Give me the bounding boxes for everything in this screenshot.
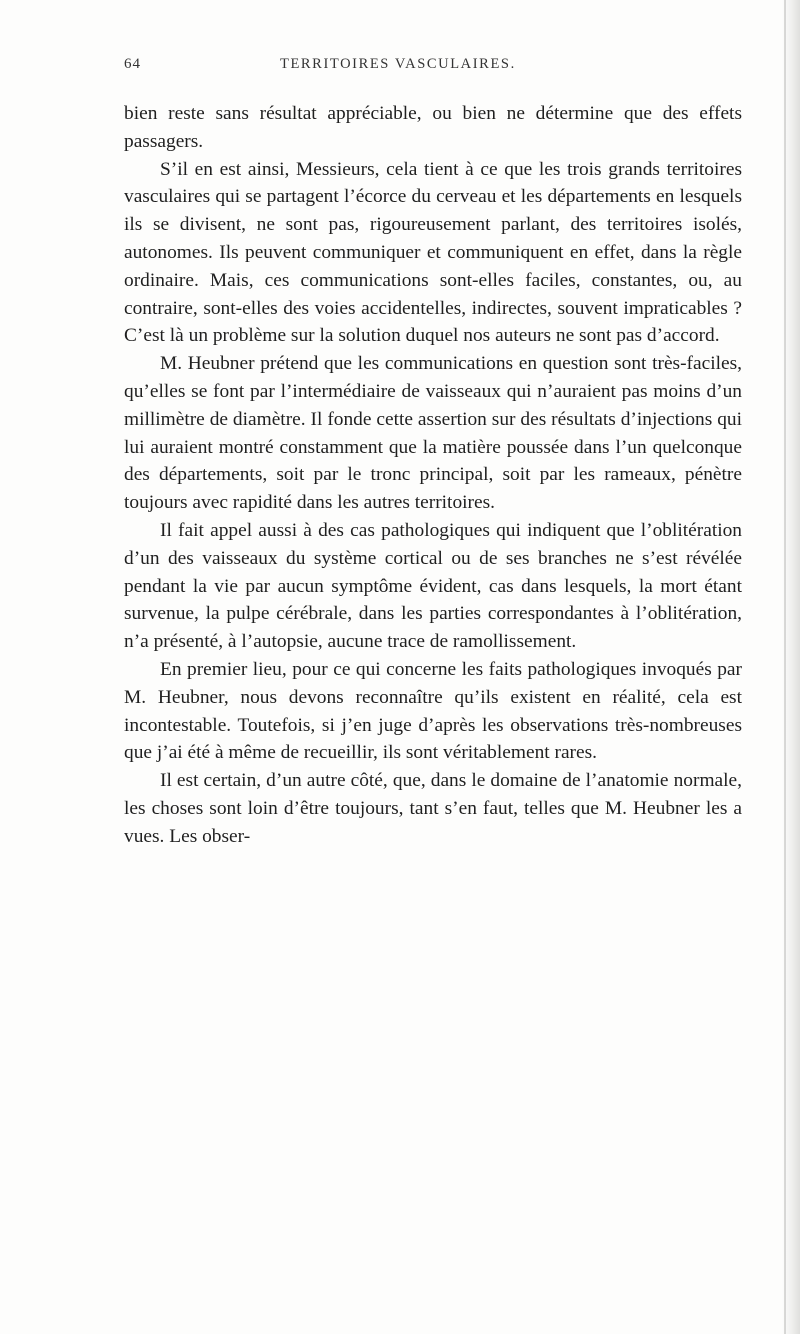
paragraph: En premier lieu, pour ce qui concerne les faits pathologiques invoqués par M. Heubner, nous devons reconnaître qu’ils existent en réalité, cela est incontestable. Toutefois, si j’en juge d’après les observations très-nombreuses que j’ai été à même de recueillir, ils sont véritablement rares. <box>124 658 742 764</box>
paragraph: S’il en est ainsi, Messieurs, cela tient à ce que les trois grands territoires vasculaires qui se partagent l’écorce du cerveau et les départements en lesquels ils se divisent, ne sont pas, rigoureusement parlant, des territoires isolés, autonomes. Ils peuvent communiquer et communiquent en effet, dans la règle ordinaire. Mais, ces communications sont-elles faciles, constantes, ou, au contraire, sont-elles des voies accidentelles, indirectes, souvent impraticables ? C’est là un problème sur la solution duquel nos auteurs ne sont pas d’accord. <box>124 158 742 347</box>
paragraph: Il fait appel aussi à des cas pathologiques qui indiquent que l’oblitération d’un des vaisseaux du système cortical ou de ses branches ne s’est révélée pendant la vie par aucun symptôme évident, cas dans lesquels, la mort étant survenue, la pulpe cérébrale, dans les parties correspondantes à l’oblitération, n’a présenté, à l’autopsie, aucune trace de ramollissement. <box>124 519 742 653</box>
body-text <box>124 100 742 851</box>
paragraph: Il est certain, d’un autre côté, que, dans le domaine de l’anatomie normale, les choses sont loin d’être toujours, tant s’en faut, telles que M. Heubner les a vues. Les obser- <box>124 770 742 847</box>
page-edge-line <box>784 0 786 1334</box>
paragraph: M. Heubner prétend que les communications en question sont très-faciles, qu’elles se font par l’intermédiaire de vaisseaux qui n’auraient pas moins d’un millimètre de diamètre. Il fonde cette assertion sur des résultats d’injections qui lui auraient montré constamment que la matière poussée dans l’un quelconque des départements, soit par le tronc principal, soit par les rameaux, pénètre toujours avec rapidité dans les autres territoires. <box>124 353 742 514</box>
running-head-title: TERRITOIRES VASCULAIRES. <box>280 56 516 72</box>
page-number: 64 <box>124 56 141 72</box>
running-head <box>124 56 742 84</box>
paragraph-continuation: bien reste sans résultat appréciable, ou bien ne détermine que des effets passagers. <box>124 103 742 152</box>
